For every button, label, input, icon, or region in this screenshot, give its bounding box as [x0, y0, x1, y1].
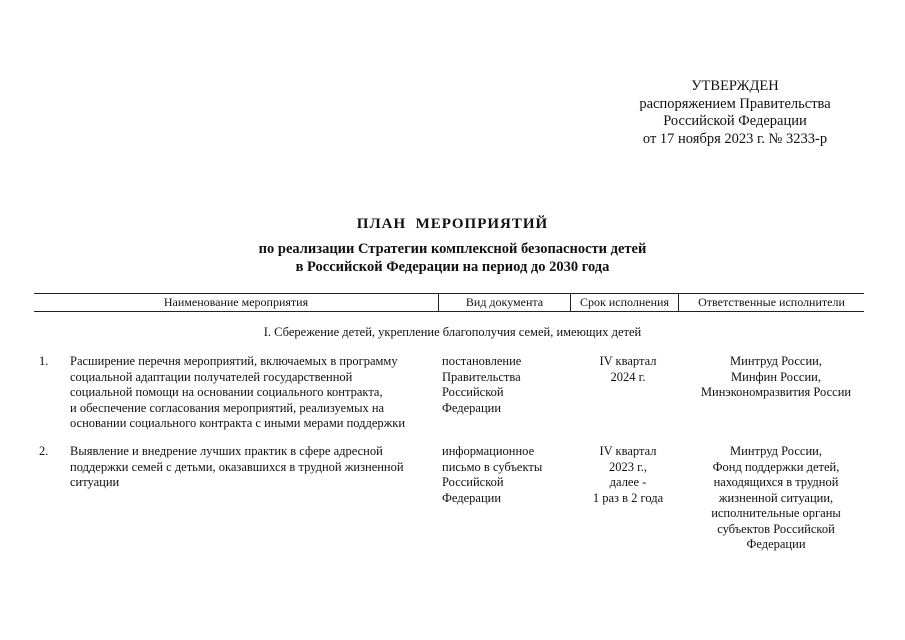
row-name — [70, 354, 430, 432]
row-responsible — [690, 444, 862, 553]
section-heading: I. Сбережение детей, укрепление благополучия семей, имеющих детей — [263, 325, 642, 339]
approval-stamp — [560, 78, 905, 148]
approval-line: Российской Федерации — [663, 113, 807, 129]
text-line: исполнительные органы — [711, 506, 841, 520]
subtitle-line: по реализации Стратегии комплексной безопасности детей — [258, 241, 647, 257]
text-line: Минэкономразвития России — [700, 385, 852, 399]
text-line: далее - — [609, 475, 647, 489]
text-line: Минтруд России, — [730, 444, 822, 458]
text-line: Выявление и внедрение лучших практик в сфере адресной — [70, 444, 383, 458]
text-line: IV квартал — [599, 354, 657, 368]
header-term: Срок исполнения — [580, 295, 669, 309]
text-line: Фонд поддержки детей, — [712, 459, 840, 474]
text-line: Федерации — [442, 490, 502, 505]
text-line: IV квартал — [599, 444, 657, 458]
row-term — [574, 354, 682, 385]
row-responsible — [690, 354, 862, 401]
header-name: Наименование мероприятия — [163, 295, 309, 309]
approval-line: от 17 ноября 2023 г. № 3233-р — [642, 130, 828, 147]
approval-line: УТВЕРЖДЕН — [691, 78, 779, 94]
row-name — [70, 444, 430, 491]
text-line: информационное — [442, 444, 535, 458]
row-doc-type — [442, 354, 572, 416]
header-doc: Вид документа — [465, 295, 544, 309]
text-line: и обеспечение согласования мероприятий, реализуемых на — [70, 400, 385, 415]
header-resp: Ответственные исполнители — [698, 295, 845, 309]
text-line: Российской — [442, 475, 504, 489]
document-subtitle — [0, 240, 905, 276]
approval-line: распоряжением Правительства — [639, 95, 831, 112]
text-line: социальной адаптации получателей государственной — [70, 369, 353, 384]
text-line: Минфин России, — [731, 369, 821, 384]
row-number: 2. — [39, 444, 49, 458]
table-header — [34, 293, 864, 312]
text-line: ситуации — [70, 475, 120, 489]
text-line: основании социального контракта с иными мерами поддержки — [70, 416, 406, 430]
text-line: поддержки семей с детьми, оказавшихся в трудной жизненной — [70, 459, 404, 474]
document-title: ПЛАН МЕРОПРИЯТИЙ — [356, 216, 549, 232]
text-line: субъектов Российской — [717, 521, 835, 536]
text-line: Расширение перечня мероприятий, включаемых в программу — [70, 354, 398, 368]
text-line: Федерации — [746, 537, 806, 551]
text-line: Федерации — [442, 400, 502, 415]
row-doc-type — [442, 444, 572, 506]
text-line: находящихся в трудной — [713, 475, 839, 489]
subtitle-line: в Российской Федерации на период до 2030 года — [295, 259, 610, 275]
row-term — [574, 444, 682, 506]
text-line: Правительства — [442, 369, 521, 384]
text-line: Минтруд России, — [730, 354, 822, 368]
text-line: 2023 г., — [608, 459, 648, 474]
text-line: 1 раз в 2 года — [592, 490, 664, 505]
text-line: социальной помощи на основании социального контракта, — [70, 385, 383, 399]
text-line: 2024 г. — [610, 369, 646, 384]
text-line: Российской — [442, 385, 504, 399]
row-number: 1. — [39, 354, 49, 368]
text-line: письмо в субъекты — [442, 459, 543, 474]
text-line: постановление — [442, 354, 522, 368]
text-line: жизненной ситуации, — [718, 490, 834, 505]
